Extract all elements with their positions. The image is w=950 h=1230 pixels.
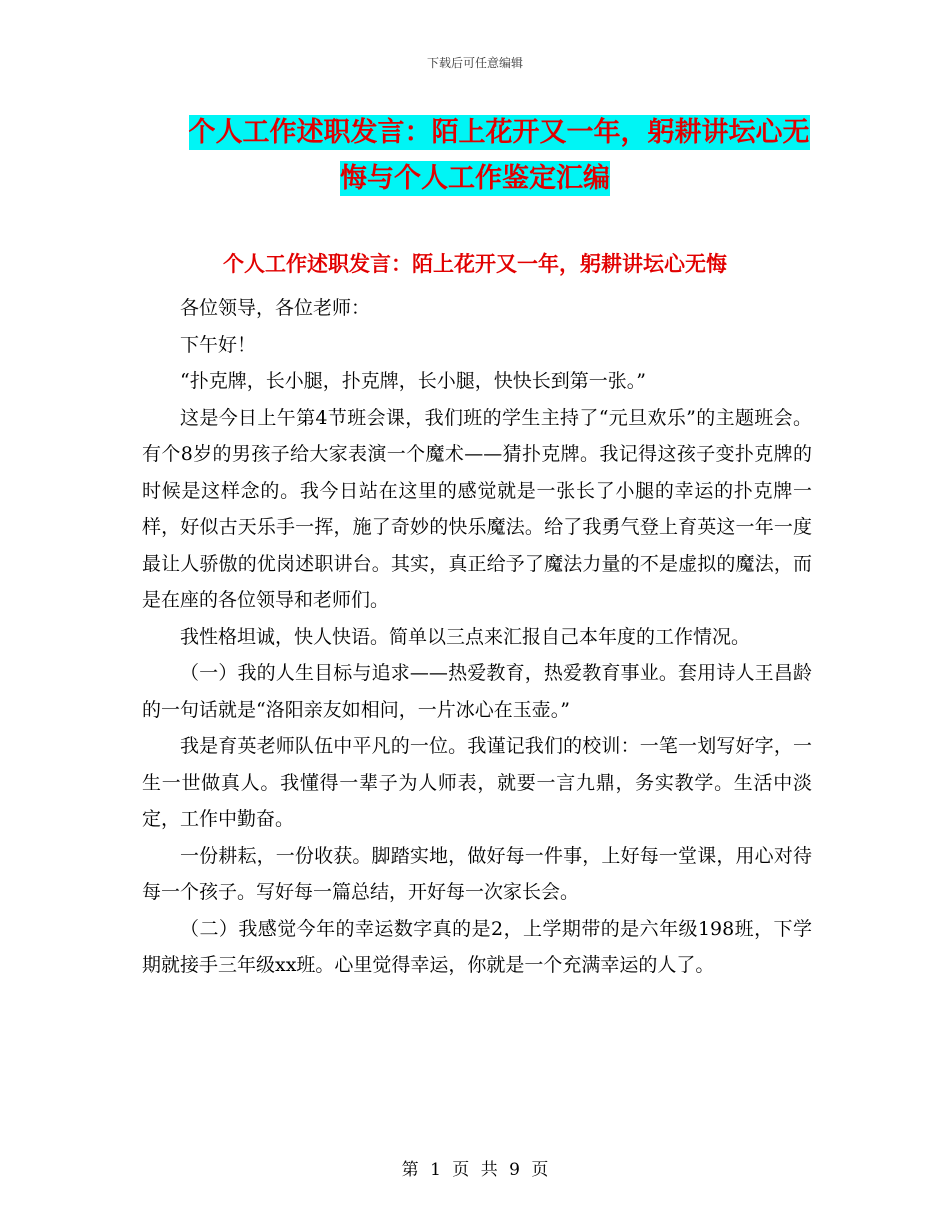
- document-title: [0, 110, 950, 202]
- paragraph: （二）我感觉今年的幸运数字真的是2，上学期带的是六年级198班，下学期就接手三年级xx班。心里觉得幸运，你就是一个充满幸运的人了。: [142, 917, 812, 976]
- paragraph: 这是今日上午第4节班会课，我们班的学生主持了“元旦欢乐”的主题班会。有个8岁的男孩子给大家表演一个魔术——猜扑克牌。我记得这孩子变扑克牌的时候是这样念的。我今日站在这里的感觉就是一张长了小腿的幸运的扑克牌一样，好似古天乐手一挥，施了奇妙的快乐魔法。给了我勇气登上育英这一年一度最让人骄傲的优岗述职讲台。其实，真正给予了魔法力量的不是虚拟的魔法，而是在座的各位领导和老师们。: [142, 406, 812, 611]
- paragraph: 各位领导，各位老师：: [180, 297, 371, 319]
- title-line-2: 悔与个人工作鉴定汇编: [340, 163, 610, 194]
- document-body: [142, 290, 812, 984]
- paragraph: 一份耕耘，一份收获。脚踏实地，做好每一件事，上好每一堂课，用心对待每一个孩子。写好每一篇总结，开好每一次家长会。: [142, 844, 812, 903]
- page-footer: 第 1 页 共 9 页: [401, 1160, 549, 1180]
- page-header: 下载后可任意编辑: [426, 56, 523, 70]
- paragraph: （一）我的人生目标与追求——热爱教育，热爱教育事业。套用诗人王昌龄的一句话就是“洛阳亲友如相问，一片冰心在玉壶。”: [142, 662, 812, 721]
- title-line-1: 个人工作述职发言：陌上花开又一年，躬耕讲坛心无: [188, 117, 810, 148]
- section-title: 个人工作述职发言：陌上花开又一年，躬耕讲坛心无悔: [223, 252, 727, 276]
- paragraph: 下午好！: [180, 333, 257, 356]
- paragraph: 我是育英老师队伍中平凡的一位。我谨记我们的校训：一笔一划写好字，一生一世做真人。我懂得一辈子为人师表，就要一言九鼎，务实教学。生活中淡定，工作中勤奋。: [142, 735, 812, 830]
- paragraph: 我性格坦诚，快人快语。简单以三点来汇报自己本年度的工作情况。: [180, 625, 751, 648]
- paragraph: “扑克牌，长小腿，扑克牌，长小腿，快快长到第一张。”: [180, 370, 646, 392]
